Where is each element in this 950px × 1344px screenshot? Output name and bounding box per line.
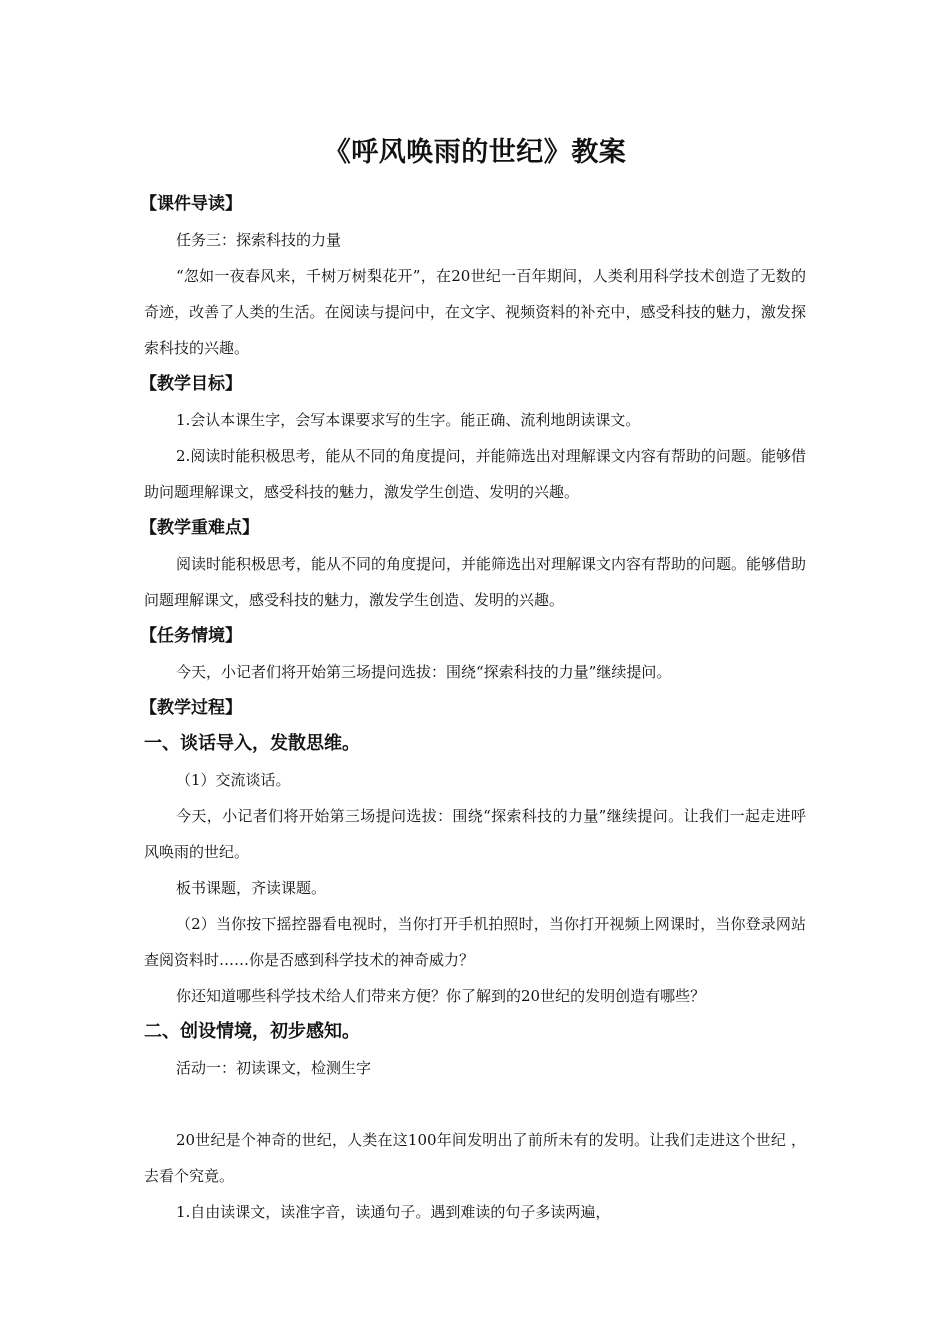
section-heading-guide: 【课件导读】: [140, 194, 242, 214]
paragraph: （2）当你按下摇控器看电视时，当你打开手机拍照时，当你打开视频上网课时，当你登录网站查阅资料时……你是否感到科学技术的神奇威力？: [144, 915, 806, 969]
document-body: [140, 186, 807, 1230]
paragraph: 今天，小记者们将开始第三场提问选拔：围绕“探索科技的力量”继续提问。: [176, 663, 672, 681]
subsection-heading-part1: 一、谈话导入，发散思维。: [144, 733, 360, 754]
paragraph: 阅读时能积极思考，能从不同的角度提问，并能筛选出对理解课文内容有帮助的问题。能够借助问题理解课文，感受科技的魅力，激发学生创造、发明的兴趣。: [144, 555, 807, 609]
document-title: 《呼风唤雨的世纪》教案: [323, 137, 627, 168]
paragraph: 1.自由读课文，读准字音，读通句子。遇到难读的句子多读两遍，: [176, 1203, 611, 1221]
paragraph: 2.阅读时能积极思考，能从不同的角度提问，并能筛选出对理解课文内容有帮助的问题。能够借助问题理解课文，感受科技的魅力，激发学生创造、发明的兴趣。: [144, 447, 806, 501]
paragraph: 你还知道哪些科学技术给人们带来方便？你了解到的20世纪的发明创造有哪些？: [176, 987, 706, 1005]
paragraph: 板书课题，齐读课题。: [176, 879, 327, 897]
paragraph: 任务三：探索科技的力量: [176, 231, 342, 249]
paragraph: “忽如一夜春风来，千树万树梨花开”，在20世纪一百年期间，人类利用科学技术创造了无数的奇迹，改善了人类的生活。在阅读与提问中，在文字、视频资料的补充中，感受科技的魅力，激发探索科技的兴趣。: [144, 267, 806, 357]
paragraph: 今天，小记者们将开始第三场提问选拔：围绕“探索科技的力量”继续提问。让我们一起走进呼风唤雨的世纪。: [144, 807, 806, 861]
section-heading-keypoints: 【教学重难点】: [140, 518, 259, 538]
paragraph: 活动一：初读课文，检测生字: [176, 1059, 372, 1077]
section-heading-goals: 【教学目标】: [140, 374, 242, 394]
section-heading-process: 【教学过程】: [140, 698, 242, 718]
blank-line: [144, 1086, 806, 1122]
paragraph: （1）交流谈话。: [176, 771, 291, 789]
section-heading-scenario: 【任务情境】: [140, 626, 242, 646]
subsection-heading-part2: 二、创设情境，初步感知。: [144, 1021, 360, 1042]
paragraph: 1.会认本课生字，会写本课要求写的生字。能正确、流利地朗读课文。: [176, 411, 641, 429]
paragraph: 20世纪是个神奇的世纪，人类在这100年间发明出了前所未有的发明。让我们走进这个世纪 ，去看个究竟。: [144, 1131, 806, 1185]
